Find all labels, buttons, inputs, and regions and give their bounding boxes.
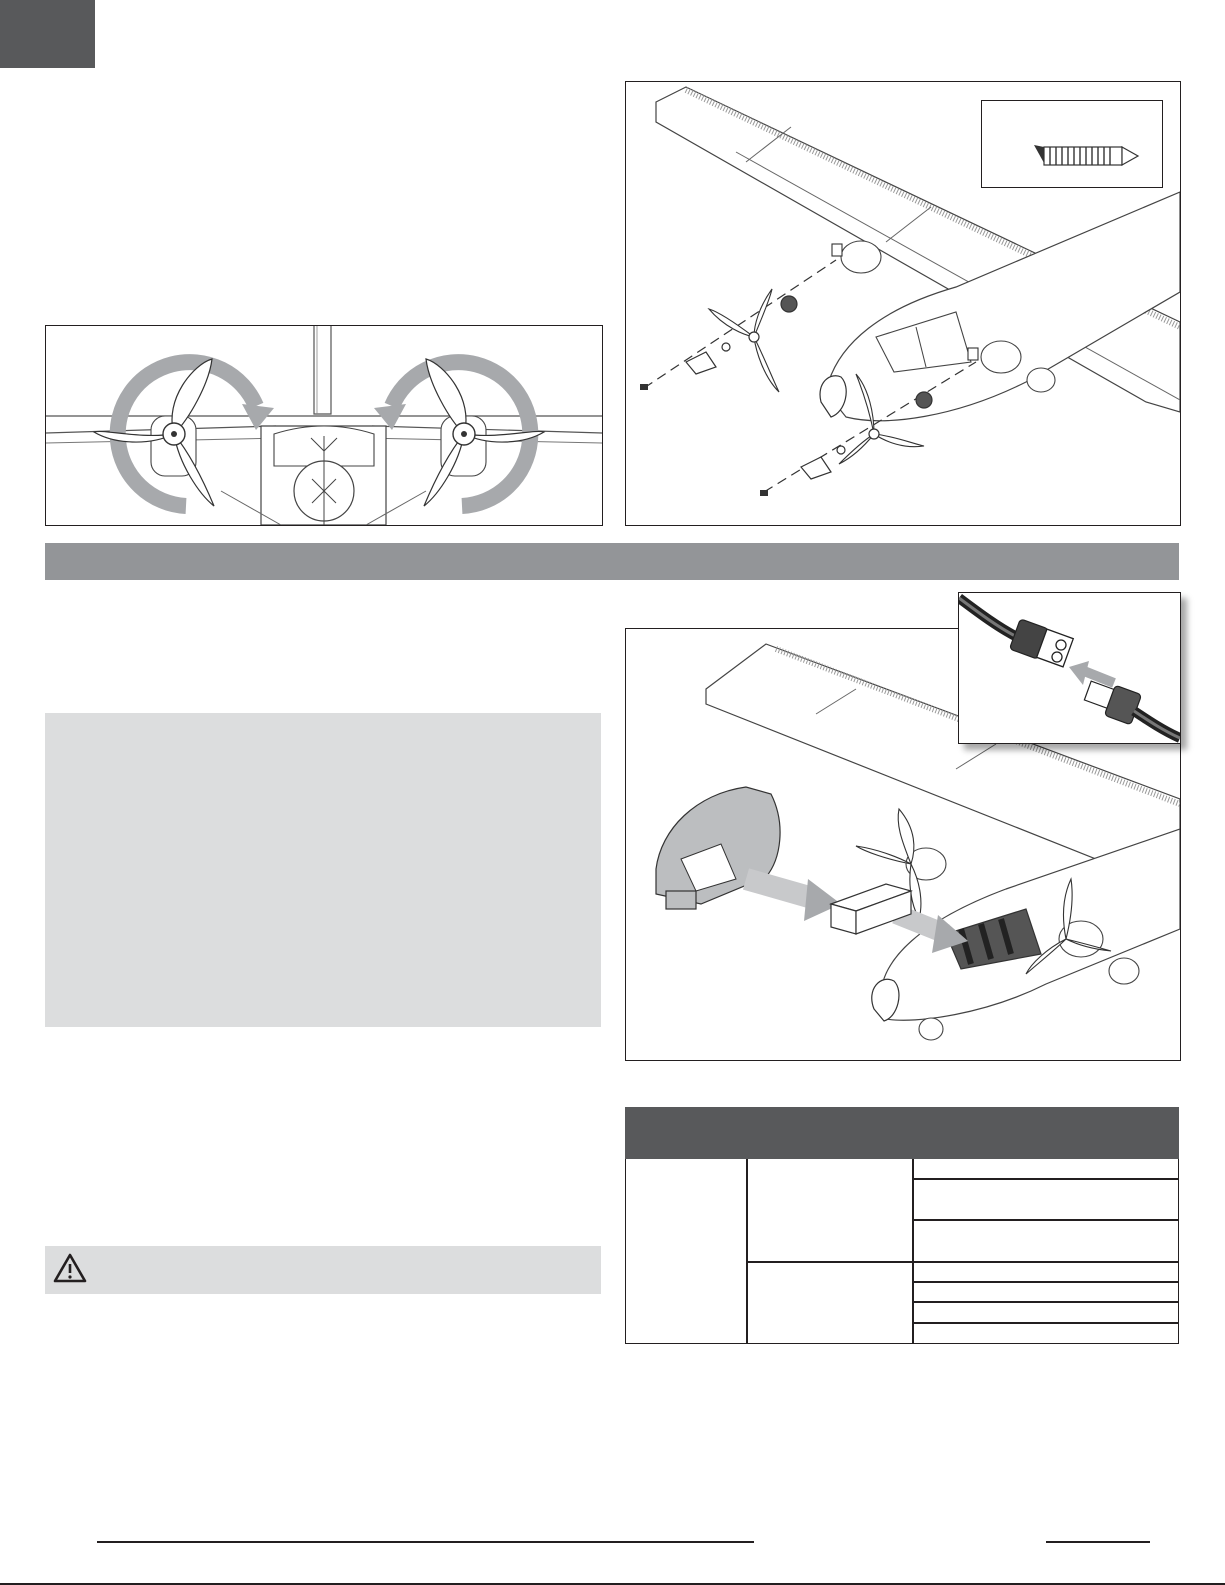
battery-connector-inset [958,592,1181,744]
battery-connector-icon [959,593,1180,743]
warning-bar [45,1246,601,1294]
footer-rule-page-number [1046,1541,1150,1543]
section-header-bar [45,543,1179,580]
propeller-rotation-figure [45,325,603,526]
footer-rule [97,1541,754,1543]
table-row-divider [912,1281,1178,1283]
screw-icon [982,101,1162,187]
table-row-divider [912,1301,1178,1303]
warning-triangle-icon [53,1252,87,1284]
table-row-divider [912,1322,1178,1324]
table-row-divider [912,1178,1178,1180]
table-body [625,1159,1179,1344]
screw-inset [981,100,1163,188]
table-column-divider [746,1159,748,1343]
table-header [625,1107,1179,1159]
table-column-divider [912,1159,914,1343]
info-panel [45,713,601,1027]
page-corner-tab [0,0,95,68]
table-row-divider [746,1261,1178,1263]
counter-rotating-propellers-icon [46,326,602,525]
table-row-divider [912,1219,1178,1221]
specification-table [625,1107,1179,1345]
propeller-installation-figure [625,81,1181,526]
